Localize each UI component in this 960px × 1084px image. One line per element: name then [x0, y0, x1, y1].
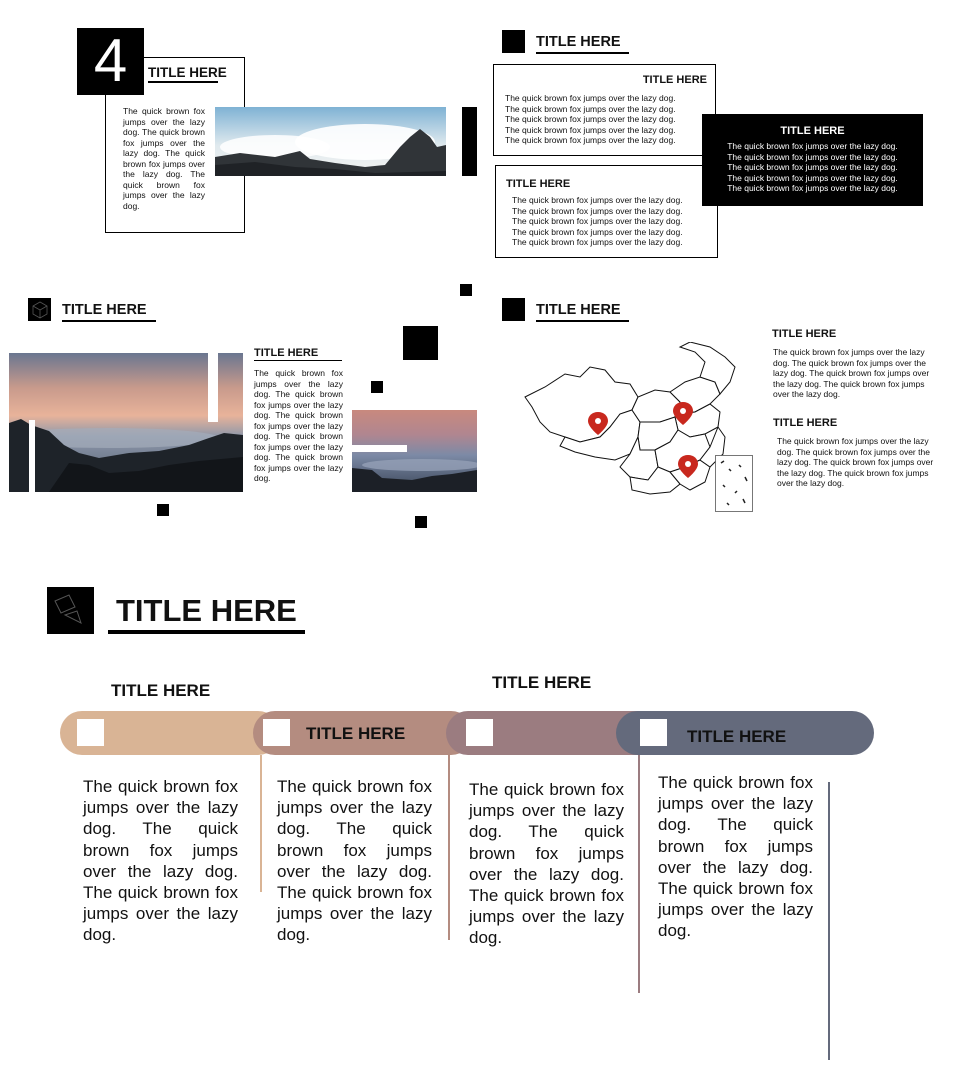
s5-label-1: TITLE HERE — [111, 681, 211, 700]
location-pin-icon — [685, 461, 691, 467]
timeline-text-4: The quick brown fox jumps over the lazy dog. The quick brown fox jumps over the lazy dog. The quick brown fox jumps over the lazy dog. — [658, 773, 813, 941]
timeline-text-3: The quick brown fox jumps over the lazy dog. The quick brown fox jumps over the lazy dog. The quick brown fox jumps over the lazy dog. — [469, 780, 624, 948]
s5-segment-4-title: TITLE HERE — [687, 727, 787, 746]
s2-box-2-line: The quick brown fox jumps over the lazy dog. — [512, 205, 683, 216]
s4-p1: The quick brown fox jumps over the lazy dog. The quick brown fox jumps over the lazy dog. The quick brown fox jumps over the lazy dog. The quick brown fox jumps over the lazy dog. — [773, 347, 930, 399]
s2-box-3-line: The quick brown fox jumps over the lazy dog. — [727, 151, 898, 162]
s5-label-3: TITLE HERE — [492, 673, 592, 692]
s4-t2: TITLE HERE — [773, 417, 838, 429]
s3-deco-square-2 — [371, 381, 383, 393]
s1-vertical-bar — [462, 107, 477, 176]
s4-title: TITLE HERE — [536, 302, 629, 322]
s4-t1: TITLE HERE — [772, 328, 837, 340]
s2-box-2 — [495, 165, 718, 258]
timeline-marker-2 — [263, 719, 290, 746]
s2-box-3-lines — [702, 141, 923, 194]
section-5 — [0, 560, 960, 1084]
s2-box-3-title: TITLE HERE — [780, 125, 845, 137]
shard-icon — [47, 587, 94, 634]
s1-number: 4 — [93, 27, 128, 94]
s3-deco-square-5 — [415, 516, 427, 528]
cloud-sea-image — [215, 107, 446, 176]
timeline-marker-1 — [77, 719, 104, 746]
s3-cube-square — [28, 298, 51, 321]
s1-photo-cloud-sea — [215, 107, 446, 176]
section-3 — [0, 280, 480, 540]
s2-box-2-line: The quick brown fox jumps over the lazy dog. — [512, 216, 683, 226]
s4-p2: The quick brown fox jumps over the lazy dog. The quick brown fox jumps over the lazy dog. The quick brown fox jumps over the lazy dog. The quick brown fox jumps over the lazy dog. — [777, 436, 934, 488]
s3-body: The quick brown fox jumps over the lazy dog. The quick brown fox jumps over the lazy dog. The quick brown fox jumps over the lazy dog. The quick brown fox jumps over the lazy dog. The quick brown fox jumps over the lazy dog. — [254, 368, 343, 483]
s3-deco-square-1 — [403, 326, 438, 360]
timeline-connector-2 — [448, 755, 450, 940]
s5-segment-2-title: TITLE HERE — [306, 724, 406, 743]
s2-box-3 — [702, 114, 923, 206]
s2-box-1-line: The quick brown fox jumps over the lazy dog. — [505, 93, 676, 103]
s3-white-bar-1 — [208, 353, 218, 422]
s3-subtitle: TITLE HERE — [254, 347, 342, 361]
timeline-marker-4 — [640, 719, 667, 746]
timeline-marker-3 — [466, 719, 493, 746]
s1-body: The quick brown fox jumps over the lazy dog. The quick brown fox jumps over the lazy dog. The quick brown fox jumps over the lazy dog. The quick brown fox jumps over the lazy dog. — [123, 106, 205, 211]
s2-box-1-line: The quick brown fox jumps over the lazy dog. — [505, 114, 676, 124]
s1-title: TITLE HERE — [148, 65, 218, 83]
s3-deco-square-4 — [157, 504, 169, 516]
s2-box-3-line: The quick brown fox jumps over the lazy dog. — [727, 141, 898, 151]
s2-box-1-line: The quick brown fox jumps over the lazy dog. — [505, 135, 676, 145]
section-4 — [480, 280, 960, 540]
s2-box-1-line: The quick brown fox jumps over the lazy dog. — [505, 103, 676, 114]
s2-box-1-line: The quick brown fox jumps over the lazy dog. — [505, 124, 676, 135]
location-pin-icon — [595, 418, 601, 424]
timeline-connector-4 — [828, 782, 830, 1060]
s2-box-1-title: TITLE HERE — [642, 74, 707, 86]
section-2 — [480, 0, 960, 280]
s3-white-bar-2 — [29, 420, 35, 492]
s2-box-3-line: The quick brown fox jumps over the lazy dog. — [727, 172, 898, 183]
timeline-text-1: The quick brown fox jumps over the lazy dog. The quick brown fox jumps over the lazy dog. The quick brown fox jumps over the lazy dog. — [83, 777, 238, 945]
s2-box-3-line: The quick brown fox jumps over the lazy dog. — [727, 162, 898, 172]
s2-box-2-lines — [512, 195, 683, 248]
cube-icon — [28, 298, 51, 321]
s2-box-2-title: TITLE HERE — [506, 178, 571, 190]
s2-title: TITLE HERE — [536, 34, 629, 54]
timeline-connector-3 — [638, 755, 640, 993]
s2-box-2-line: The quick brown fox jumps over the lazy dog. — [512, 195, 683, 205]
map-inset-islands — [715, 455, 753, 512]
s2-box-2-line: The quick brown fox jumps over the lazy dog. — [512, 237, 683, 247]
s2-box-1 — [493, 64, 716, 156]
location-pin-icon — [680, 408, 686, 414]
s4-title-square — [502, 298, 525, 321]
s5-title: TITLE HERE — [108, 592, 305, 634]
s2-box-3-line: The quick brown fox jumps over the lazy dog. — [727, 183, 898, 193]
s3-deco-square-3 — [460, 284, 472, 296]
s2-box-2-line: The quick brown fox jumps over the lazy dog. — [512, 226, 683, 237]
s2-box-1-lines — [505, 93, 676, 146]
timeline-text-2: The quick brown fox jumps over the lazy dog. The quick brown fox jumps over the lazy dog. The quick brown fox jumps over the lazy dog. — [277, 777, 432, 945]
s5-title-square — [47, 587, 94, 634]
timeline-connector-1 — [260, 755, 262, 892]
section-1 — [0, 0, 480, 270]
s3-title: TITLE HERE — [62, 302, 156, 322]
s3-white-strip — [352, 445, 407, 452]
s2-title-square — [502, 30, 525, 53]
